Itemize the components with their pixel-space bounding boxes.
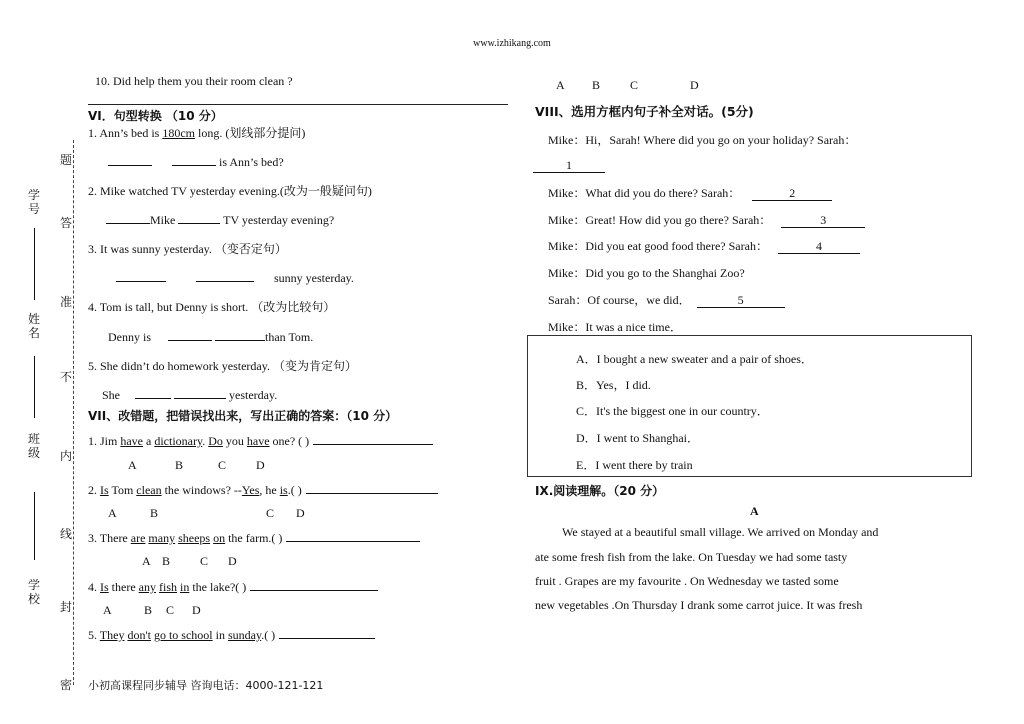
answer-blank[interactable] xyxy=(196,269,254,282)
divider-line xyxy=(88,104,508,105)
option-letter: A xyxy=(556,78,565,92)
underlined-word: Do xyxy=(208,434,223,448)
dialogue-text: Mike：It was a nice time． xyxy=(548,320,682,334)
question-text: the lake?( ) xyxy=(189,580,247,594)
dialogue-blank-3[interactable]: 3 xyxy=(781,213,865,228)
underlined-word: are xyxy=(130,531,146,545)
answer-blank[interactable] xyxy=(286,529,420,542)
underlined-word: sunday xyxy=(227,628,262,642)
answer-blank[interactable] xyxy=(306,481,438,494)
s6-a4-word-a: Denny is xyxy=(108,330,151,344)
answer-blank[interactable] xyxy=(106,211,150,224)
question-text: 2. xyxy=(88,483,100,497)
dialogue-text: Mike：What did you do there? Sarah： xyxy=(548,186,741,200)
s7-option-letter: C xyxy=(218,458,227,472)
binding-char-3: 准 xyxy=(59,295,72,309)
option-c: C．It's the biggest one in our country． xyxy=(576,404,769,418)
underlined-word: fish xyxy=(158,580,177,594)
s7-option-letter: D xyxy=(256,458,265,472)
dialogue-text: Sarah：Of course，we did． xyxy=(548,293,691,307)
section-9-title: IX.阅读理解。（20 分） xyxy=(535,484,665,498)
question-text: .( ) xyxy=(287,483,302,497)
s7-option-letter: B xyxy=(175,458,184,472)
s6-answer-4 xyxy=(108,328,313,345)
binding-char-1: 题 xyxy=(59,153,72,167)
dialogue-line-5 xyxy=(548,237,860,254)
s6-a1-text: is Ann’s bed? xyxy=(219,155,284,169)
binding-char-2: 答 xyxy=(59,216,72,230)
question-text: Tom xyxy=(108,483,137,497)
option-d: D．I went to Shanghai． xyxy=(576,431,699,445)
option-b: B．Yes，I did. xyxy=(576,378,651,392)
option-a: A．I bought a new sweater and a pair of shoes． xyxy=(576,352,813,366)
s7-option-letter: A xyxy=(128,458,137,472)
question-text: in xyxy=(212,628,228,642)
s6-a4-word-b: than Tom. xyxy=(265,330,314,344)
top-option-letters xyxy=(556,78,699,93)
section-8-title: VIII、选用方框内句子补全对话。(5分) xyxy=(535,104,754,119)
question-text: a xyxy=(143,434,155,448)
question-text: . xyxy=(202,434,209,448)
underlined-word: Is xyxy=(100,580,109,594)
dialogue-text: Mike：Did you go to the Shanghai Zoo? xyxy=(548,266,745,280)
options-box xyxy=(527,335,972,477)
s6-question-3: 3. It was sunny yesterday. （变否定句） xyxy=(88,242,287,256)
underlined-word: have xyxy=(120,434,143,448)
label-name: 姓名 xyxy=(27,312,40,340)
s7-option-letter: D xyxy=(192,603,201,617)
question-text: the windows? -- xyxy=(161,483,242,497)
s7-question-1 xyxy=(88,432,433,449)
label-class: 班级 xyxy=(27,432,40,460)
underlined-word: any xyxy=(138,580,156,594)
binding-char-6: 线 xyxy=(59,527,72,541)
s6-question-5: 5. She didn’t do homework yesterday. （变为肯定句） xyxy=(88,359,357,373)
s6-a2-word-b: TV yesterday evening? xyxy=(223,213,335,227)
option-letter: C xyxy=(630,78,639,92)
s6-a2-word-a: Mike xyxy=(150,213,176,227)
underlined-word: go to school xyxy=(153,628,213,642)
s7-option-letter: C xyxy=(166,603,175,617)
section-6-title: VI．句型转换 （10 分） xyxy=(88,109,223,123)
underlined-word: dictionary xyxy=(154,434,203,448)
dialogue-line-7 xyxy=(548,291,785,308)
question-text: one? ( ) xyxy=(269,434,310,448)
answer-blank[interactable] xyxy=(279,626,375,639)
s6-answer-2 xyxy=(106,211,334,228)
underlined-word: Is xyxy=(100,483,109,497)
s7-option-letter: A xyxy=(103,603,112,617)
question-text: the farm.( ) xyxy=(225,531,283,545)
s6-answer-1 xyxy=(108,153,284,170)
s7-option-letter: A xyxy=(108,506,117,520)
dialogue-blank-2[interactable]: 2 xyxy=(752,186,832,201)
dialogue-line-4 xyxy=(548,211,865,228)
s7-question-3 xyxy=(88,529,420,546)
dialogue-blank-5[interactable]: 5 xyxy=(697,293,785,308)
class-line xyxy=(34,492,35,560)
binding-char-4: 不 xyxy=(59,370,72,384)
option-letter: B xyxy=(592,78,601,92)
question-text: 1. Jim xyxy=(88,434,121,448)
dialogue-line-2 xyxy=(533,158,605,173)
passage-line-3: fruit . Grapes are my favourite . On Wednesday we tasted some xyxy=(535,574,839,588)
underlined-word: many xyxy=(148,531,176,545)
answer-blank[interactable] xyxy=(135,386,171,399)
s7-question-5 xyxy=(88,626,375,643)
underlined-word: is xyxy=(279,483,288,497)
option-letter: D xyxy=(690,78,699,92)
s7-option-letter: A xyxy=(142,554,151,568)
s6-a5-word-b: yesterday. xyxy=(229,388,278,402)
underlined-word: on xyxy=(213,531,226,545)
s6-q1-prefix: 1. Ann’s bed is xyxy=(88,126,163,140)
answer-blank[interactable] xyxy=(215,328,265,341)
s6-question-2: 2. Mike watched TV yesterday evening.(改为一般疑问句) xyxy=(88,184,372,198)
dialogue-line-1 xyxy=(548,131,856,148)
binding-char-5: 内 xyxy=(59,449,72,463)
passage-line-4: new vegetables .On Thursday I drank some carrot juice. It was fresh xyxy=(535,598,863,612)
dialogue-blank-1[interactable]: 1 xyxy=(533,158,605,173)
s6-q1-suffix: long. (划线部分提问) xyxy=(195,126,306,140)
answer-blank[interactable] xyxy=(250,578,378,591)
s7-option-letter: C xyxy=(266,506,275,520)
label-school: 学校 xyxy=(27,578,40,606)
s7-question-2 xyxy=(88,481,438,498)
binding-char-7: 封 xyxy=(59,600,72,614)
dialogue-line-6 xyxy=(548,264,745,281)
name-line xyxy=(34,356,35,418)
answer-blank[interactable] xyxy=(116,269,166,282)
question-text: 3. There xyxy=(88,531,131,545)
section-7-title: VII、改错题，把错误找出来，写出正确的答案：（10 分） xyxy=(88,409,398,423)
answer-blank[interactable] xyxy=(168,328,212,341)
underlined-word: sheeps xyxy=(178,531,211,545)
option-e: E．I went there by train xyxy=(576,458,693,472)
binding-char-8: 密 xyxy=(59,678,72,692)
dialogue-text: Mike：Great! How did you go there? Sarah： xyxy=(548,213,772,227)
question-text: there xyxy=(108,580,139,594)
question-text: , he xyxy=(259,483,280,497)
question-text: 4. xyxy=(88,580,100,594)
s6-a3-text: sunny yesterday. xyxy=(274,271,354,285)
question-text: .( ) xyxy=(261,628,276,642)
question-10: 10. Did help them you their room clean ? xyxy=(95,74,293,88)
answer-blank[interactable] xyxy=(313,432,433,445)
underlined-word: don't xyxy=(127,628,151,642)
s6-a5-word-a: She xyxy=(102,388,120,402)
s6-answer-5 xyxy=(102,386,277,403)
question-text: 5. xyxy=(88,628,100,642)
s6-question-4: 4. Tom is tall, but Denny is short. （改为比较句） xyxy=(88,300,336,314)
s7-option-letter: C xyxy=(200,554,209,568)
answer-blank[interactable] xyxy=(178,211,220,224)
s7-option-letter: D xyxy=(296,506,305,520)
label-student-number: 学号 xyxy=(27,188,40,216)
s7-question-4 xyxy=(88,578,378,595)
s6-question-1 xyxy=(88,124,305,141)
underlined-word: They xyxy=(99,628,125,642)
s6-q1-underlined: 180cm xyxy=(162,126,196,140)
question-text: you xyxy=(222,434,247,448)
underlined-word: Yes xyxy=(241,483,260,497)
answer-blank[interactable] xyxy=(172,153,216,166)
dialogue-text: Mike：Hi，Sarah! Where did you go on your holiday? Sarah： xyxy=(548,133,857,147)
passage-line-1: We stayed at a beautiful small village. We arrived on Monday and xyxy=(562,525,879,539)
passage-line-2: ate some fresh fish from the lake. On Tuesday we had some tasty xyxy=(535,550,848,564)
underlined-word: clean xyxy=(136,483,162,497)
underlined-word: have xyxy=(246,434,270,448)
dialogue-text: Mike：Did you eat good food there? Sarah： xyxy=(548,239,768,253)
passage-label: A xyxy=(750,504,759,518)
s7-option-letter: D xyxy=(228,554,237,568)
dialogue-line-8 xyxy=(548,318,682,335)
answer-blank[interactable] xyxy=(108,153,152,166)
answer-blank[interactable] xyxy=(174,386,226,399)
underlined-word: in xyxy=(179,580,190,594)
student-number-line xyxy=(34,228,35,300)
s7-option-letter: B xyxy=(144,603,153,617)
s6-answer-3 xyxy=(116,269,354,286)
s7-option-letter: B xyxy=(150,506,159,520)
footer-text: 小初高课程同步辅导 咨询电话：4000-121-121 xyxy=(88,679,324,692)
dialogue-blank-4[interactable]: 4 xyxy=(778,239,860,254)
s7-option-letter: B xyxy=(162,554,171,568)
dialogue-line-3 xyxy=(548,184,832,201)
site-url: www.izhikang.com xyxy=(473,38,551,49)
